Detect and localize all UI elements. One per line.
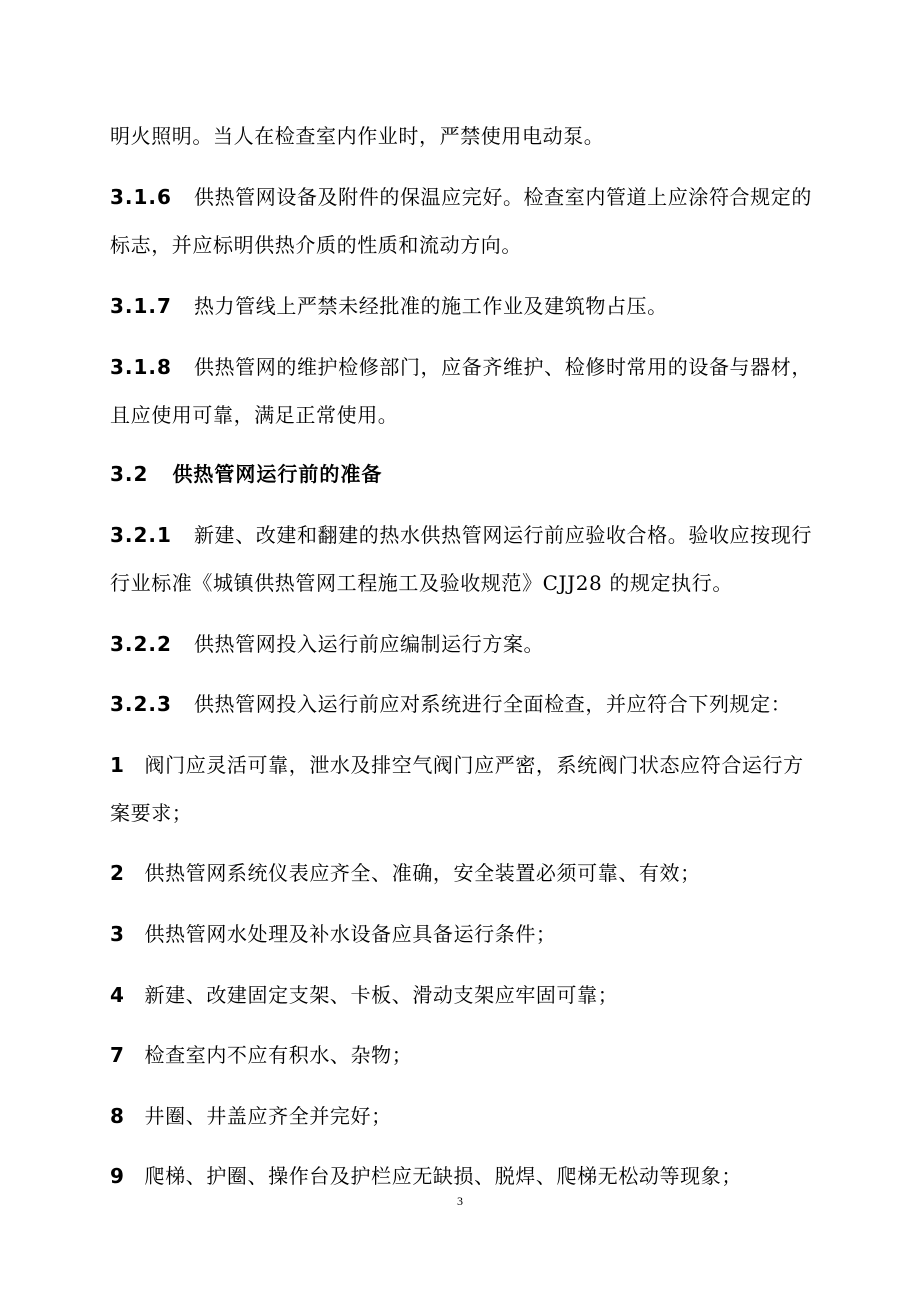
line-text: 案要求； (110, 801, 193, 825)
item-text: 爬梯、护圈、操作台及护栏应无缺损、脱焊、爬梯无松动等现象； (144, 1164, 742, 1188)
line-text: 明火照明。当人在检查室内作业时，严禁使用电动泵。 (110, 124, 605, 148)
clause-number: 3.2.2 (110, 632, 172, 656)
item-text: 供热管网水处理及补水设备应具备运行条件； (144, 922, 557, 946)
item-number: 3 (110, 922, 125, 946)
item-number: 2 (110, 861, 125, 885)
clause-text: 热力管线上严禁未经批准的施工作业及建筑物占压。 (193, 294, 668, 318)
paragraph-line (110, 801, 192, 825)
item-number: 8 (110, 1104, 125, 1128)
item-text: 新建、改建固定支架、卡板、滑动支架应牢固可靠； (144, 983, 619, 1007)
item-number: 1 (110, 753, 125, 777)
clause-3-2-2 (110, 632, 544, 656)
section-number: 3.2 (110, 462, 149, 486)
clause-3-1-6 (110, 185, 812, 209)
clause-text: 供热管网设备及附件的保温应完好。检查室内管道上应涂符合规定的 (193, 185, 812, 209)
list-item-2 (110, 861, 701, 885)
clause-number: 3.1.7 (110, 294, 172, 318)
list-item-4 (110, 983, 618, 1007)
list-item-1 (110, 753, 804, 777)
item-text: 供热管网系统仪表应齐全、准确，安全装置必须可靠、有效； (144, 861, 701, 885)
clause-3-2-1 (110, 523, 812, 547)
item-text: 检查室内不应有积水、杂物； (144, 1043, 413, 1067)
list-item-9 (110, 1164, 742, 1188)
paragraph-line (110, 233, 522, 257)
page-number: 3 (457, 1194, 463, 1208)
clause-text: 供热管网的维护检修部门，应备齐维护、检修时常用的设备与器材， (193, 355, 812, 379)
clause-text: 供热管网投入运行前应对系统进行全面检查，并应符合下列规定： (193, 692, 792, 716)
line-text: 且应使用可靠，满足正常使用。 (110, 403, 399, 427)
item-number: 9 (110, 1164, 125, 1188)
paragraph-line (110, 571, 733, 595)
paragraph-line (110, 124, 604, 148)
line-text: 标志，并应标明供热介质的性质和流动方向。 (110, 233, 522, 257)
item-text: 井圈、井盖应齐全并完好； (144, 1104, 392, 1128)
section-heading-3-2 (110, 462, 382, 486)
clause-3-1-8 (110, 355, 812, 379)
clause-number: 3.1.6 (110, 185, 172, 209)
clause-number: 3.2.3 (110, 692, 172, 716)
line-text: 行业标准《城镇供热管网工程施工及验收规范》CJJ28 的规定执行。 (110, 571, 733, 595)
clause-text: 新建、改建和翻建的热水供热管网运行前应验收合格。验收应按现行 (193, 523, 812, 547)
clause-3-2-3 (110, 692, 791, 716)
list-item-8 (110, 1104, 392, 1128)
item-number: 7 (110, 1043, 125, 1067)
clause-3-1-7 (110, 294, 668, 318)
clause-text: 供热管网投入运行前应编制运行方案。 (193, 632, 545, 656)
paragraph-line (110, 403, 398, 427)
item-text: 阀门应灵活可靠，泄水及排空气阀门应严密，系统阀门状态应符合运行方 (144, 753, 804, 777)
clause-number: 3.2.1 (110, 523, 172, 547)
list-item-3 (110, 922, 557, 946)
clause-number: 3.1.8 (110, 355, 172, 379)
list-item-7 (110, 1043, 412, 1067)
section-title: 供热管网运行前的准备 (172, 462, 383, 486)
item-number: 4 (110, 983, 125, 1007)
